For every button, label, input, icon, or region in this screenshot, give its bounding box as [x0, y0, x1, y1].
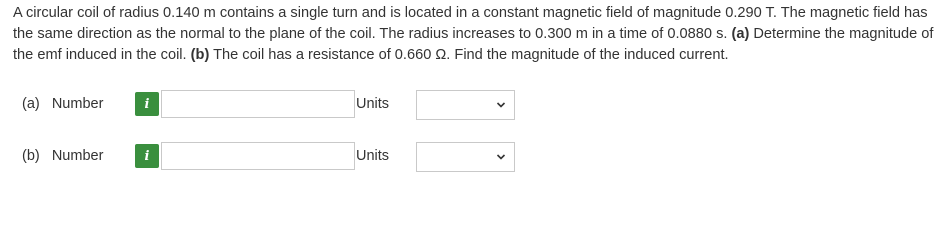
- info-button-a[interactable]: [135, 92, 159, 116]
- info-icon: i: [144, 96, 150, 112]
- units-select-b[interactable]: [416, 142, 515, 172]
- units-select-a[interactable]: [416, 90, 515, 120]
- part-a-id: (a): [22, 96, 40, 112]
- part-b-label: [22, 148, 103, 164]
- info-button-b[interactable]: [135, 144, 159, 168]
- number-label-b: Number: [51, 148, 104, 164]
- part-a-marker: (a): [731, 26, 750, 42]
- answer-input-a[interactable]: [161, 90, 355, 118]
- part-a-text: Determine the magnitude of the emf induced in the coil.: [13, 26, 934, 63]
- units-label-a: Units: [356, 96, 390, 112]
- chevron-down-icon: [496, 153, 506, 161]
- part-b-text: The coil has a resistance of 0.660 Ω. Find the magnitude of the induced current.: [209, 47, 729, 63]
- chevron-down-icon: [496, 101, 506, 109]
- number-label-a: Number: [51, 96, 104, 112]
- question-intro: A circular coil of radius 0.140 m contains a single turn and is located in a constant magnetic field of magnitude 0.290 T. The magnetic field has the same direction as the normal to the plane of the coil. The radius increases to 0.300 m in a time of 0.0880 s.: [13, 5, 928, 42]
- info-icon: i: [144, 148, 150, 164]
- part-b-marker: (b): [190, 47, 210, 63]
- units-label-b: Units: [356, 148, 390, 164]
- part-a-label: [22, 96, 103, 112]
- part-b-id: (b): [22, 148, 40, 164]
- question-text: [13, 3, 935, 66]
- answer-input-b[interactable]: [161, 142, 355, 170]
